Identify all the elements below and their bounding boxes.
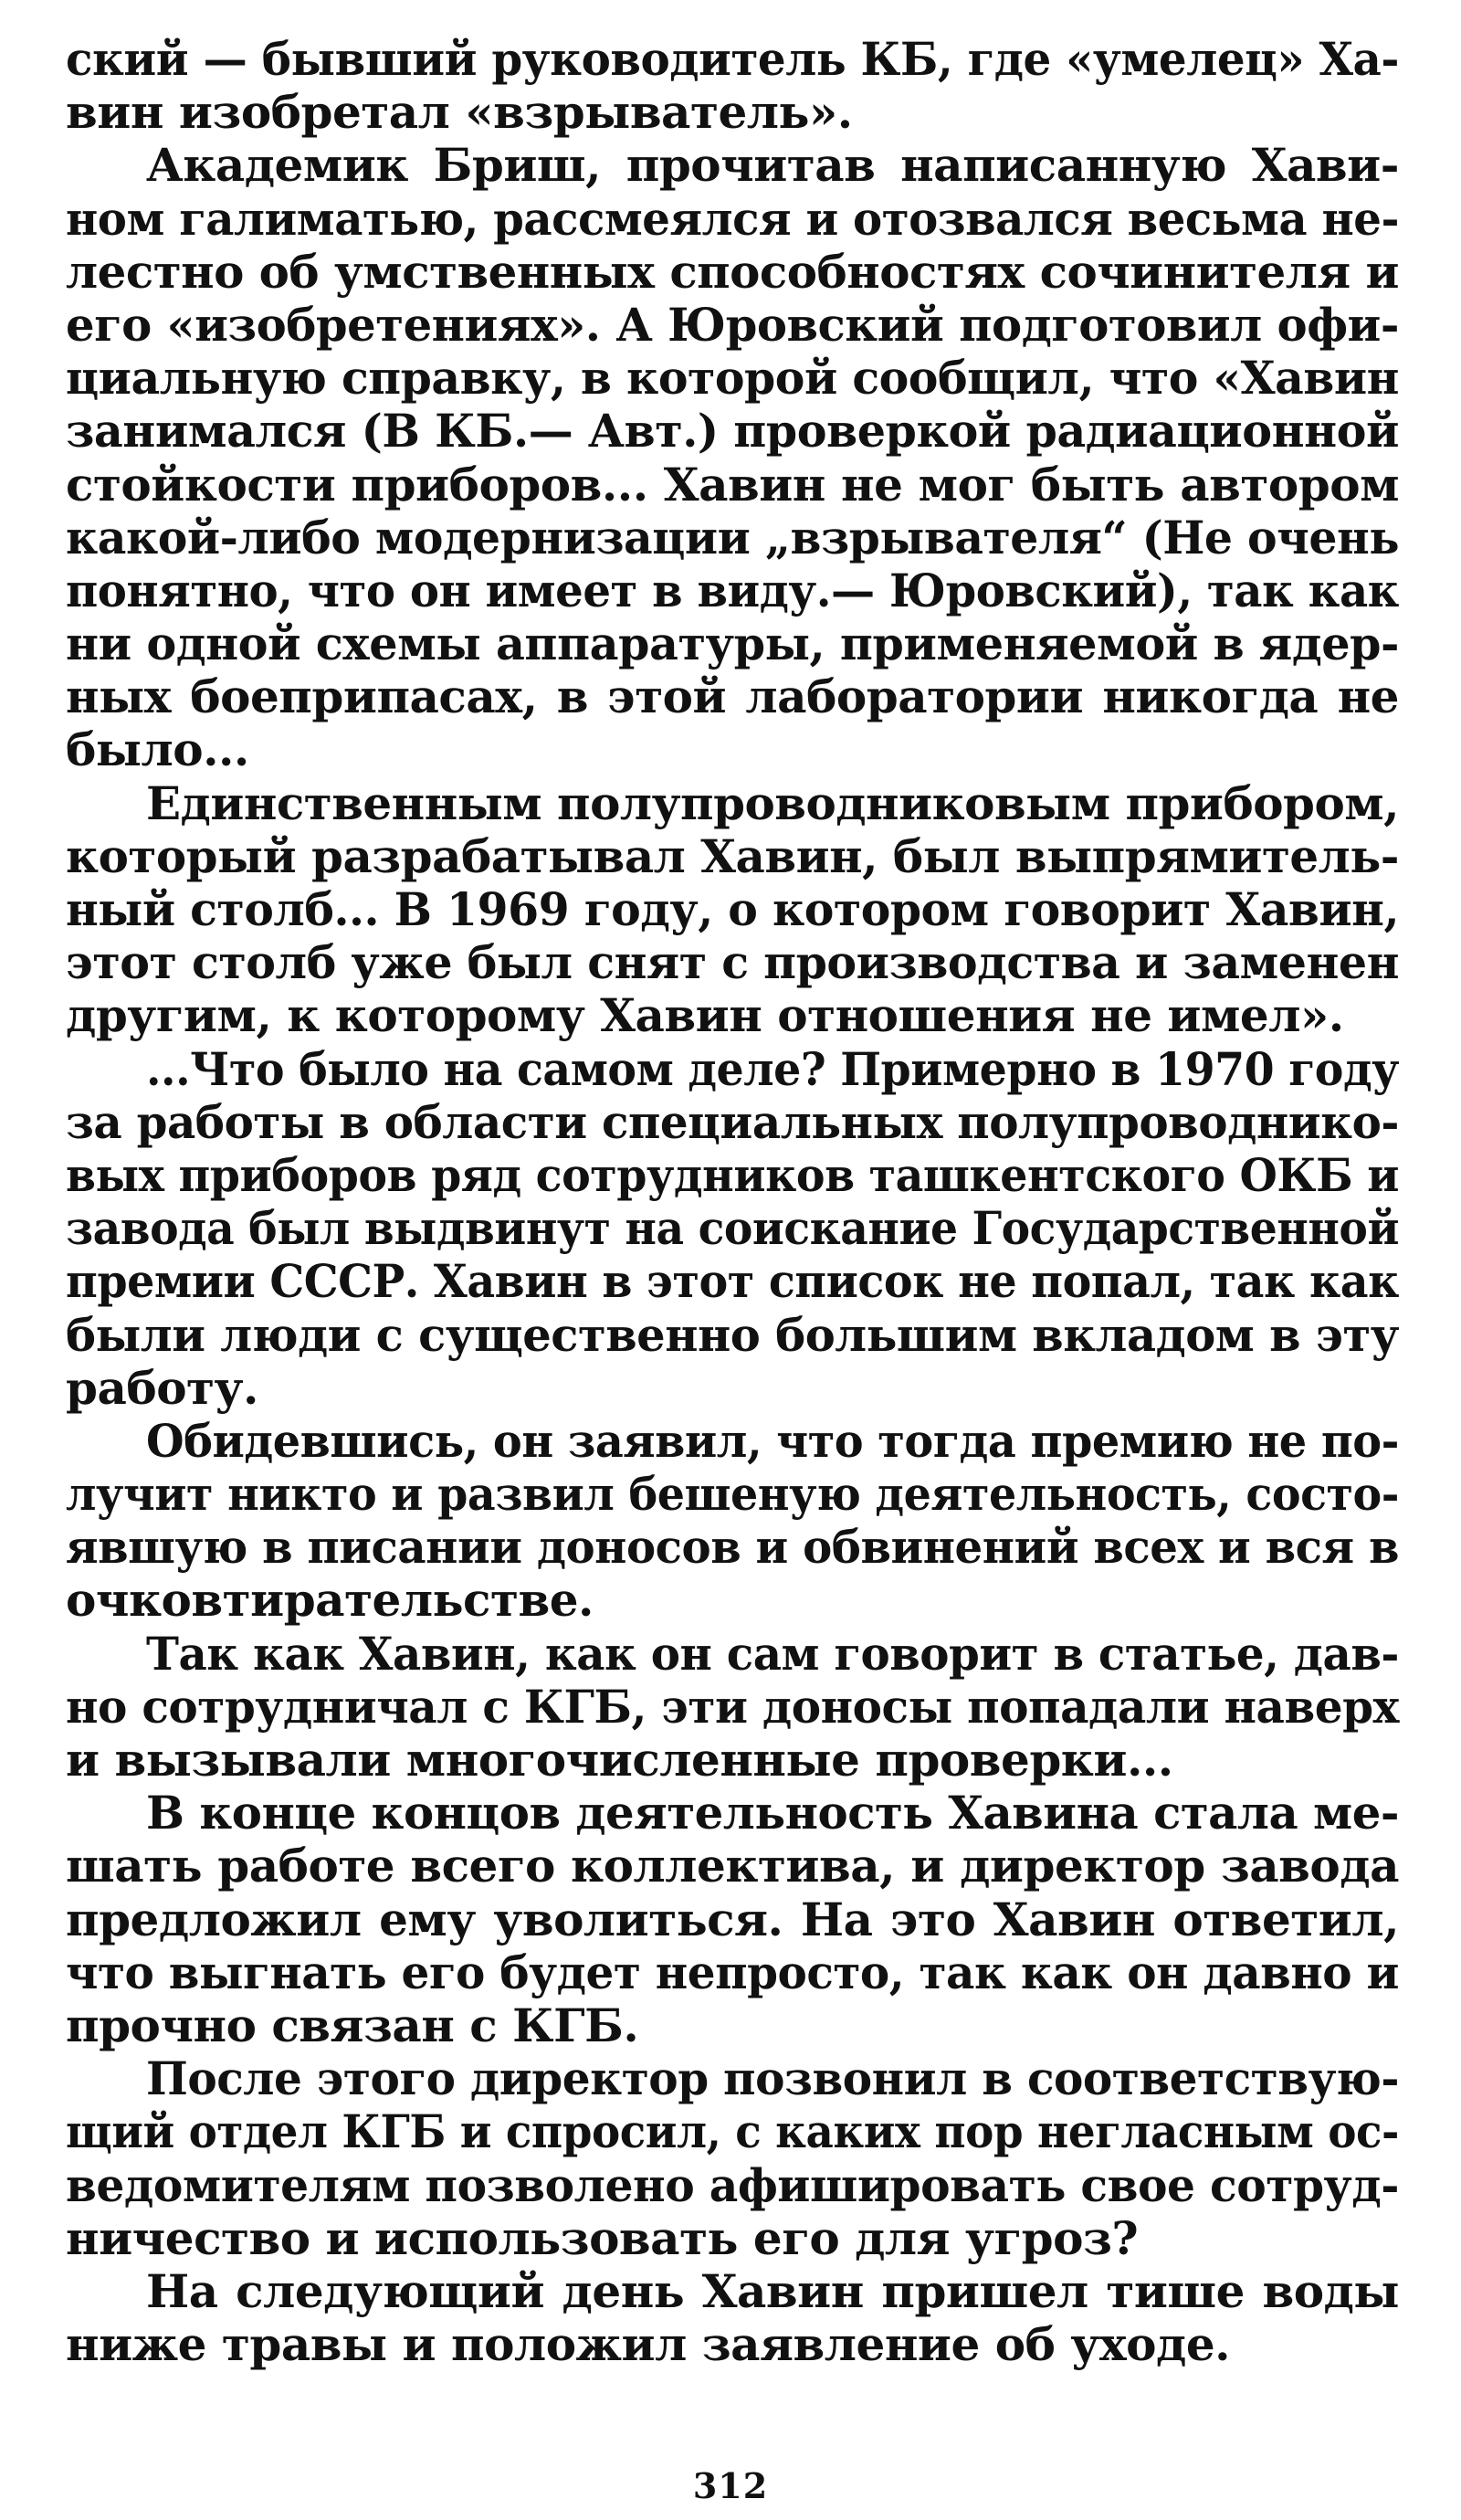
text-line: завода был выдвинут на соискание Государственной [66, 1201, 1399, 1256]
text-line: циальную справку, в которой сообщил, что «Хавин [66, 351, 1399, 406]
text-line: Так как Хавин, как он сам говорит в статье, дав- [146, 1626, 1399, 1681]
text-line: понятно, что он имеет в виду.— Юровский), так как [66, 563, 1399, 617]
text-line: лучит никто и развил бешеную деятельность, состо- [66, 1467, 1399, 1522]
text-line: его «изобретениях». А Юровский подготовил офи- [66, 297, 1399, 352]
paragraph [66, 1043, 1399, 1415]
text-body [66, 33, 1399, 2371]
text-line: В конце концов деятельность Хавина стала ме- [146, 1786, 1399, 1840]
text-line: ничество и использовать его для угроз? [66, 2210, 1139, 2265]
text-line: другим, к которому Хавин отношения не имел». [66, 988, 1344, 1043]
text-line: ни одной схемы аппаратуры, применяемой в ядер- [66, 617, 1399, 671]
text-line: были люди с существенно большим вкладом в эту [66, 1307, 1399, 1362]
text-line: ский — бывший руководитель КБ, где «умелец» Ха- [66, 32, 1399, 86]
text-line: ниже травы и положил заявление об уходе. [66, 2317, 1231, 2372]
paragraph [66, 777, 1399, 1043]
paragraph [66, 1628, 1399, 1787]
text-line: лестно об умственных способностях сочинителя и [66, 244, 1399, 299]
paragraph [66, 1415, 1399, 1628]
page-number: 312 [692, 2465, 769, 2506]
text-line: премии СССР. Хавин в этот список не попал, так как [66, 1254, 1399, 1309]
text-line: ных боеприпасах, в этой лаборатории никогда не [66, 670, 1399, 724]
text-line: Единственным полупроводниковым прибором, [146, 775, 1399, 830]
text-line: явшую в писании доносов и обвинений всех и вся в [66, 1520, 1399, 1575]
text-line: ном галиматью, рассмеялся и отозвался весьма не- [66, 191, 1399, 246]
text-line: Академик Бриш, прочитав написанную Хави- [146, 138, 1399, 193]
text-line: но сотрудничал с КГБ, эти доносы попадали наверх [66, 1679, 1399, 1734]
text-line: На следующий день Хавин пришел тише воды [146, 2263, 1399, 2318]
paragraph [66, 33, 1399, 139]
text-line: ный столб... В 1969 году, о котором говорит Хавин, [66, 882, 1399, 936]
text-line: за работы в области специальных полупроводнико- [66, 1094, 1399, 1149]
text-line: прочно связан с КГБ. [66, 1998, 639, 2052]
text-line: ведомителям позволено афишировать свое сотруд- [66, 2157, 1399, 2212]
text-line: вых приборов ряд сотрудников ташкентского ОКБ и [66, 1147, 1399, 1202]
text-line: щий отдел КГБ и спросил, с каких пор негласным ос- [66, 2104, 1399, 2159]
text-line: работу. [66, 1360, 258, 1415]
paragraph [66, 139, 1399, 776]
text-line: какой-либо модернизации „взрывателя“ (Не очень [66, 510, 1399, 564]
text-line: ...Что было на самом деле? Примерно в 1970 году [146, 1041, 1399, 1096]
text-line: предложил ему уволиться. На это Хавин ответил, [66, 1892, 1399, 1946]
text-line: очковтирательстве. [66, 1573, 594, 1628]
text-line: и вызывали многочисленные проверки... [66, 1733, 1173, 1787]
text-line: что выгнать его будет непросто, так как он давно и [66, 1945, 1399, 1999]
text-line: занимался (В КБ.— Авт.) проверкой радиационной [66, 404, 1399, 459]
text-line: было... [66, 722, 249, 777]
text-line: этот столб уже был снят с производства и заменен [66, 935, 1399, 990]
text-line: шать работе всего коллектива, и директор завода [66, 1839, 1399, 1893]
text-line: вин изобретал «взрыватель». [66, 85, 853, 140]
text-line: стойкости приборов... Хавин не мог быть автором [66, 457, 1399, 511]
book-page [66, 33, 1399, 2408]
text-line: который разрабатывал Хавин, был выпрямитель- [66, 828, 1399, 883]
text-line: Обидевшись, он заявил, что тогда премию не по- [146, 1413, 1399, 1468]
paragraph [66, 1787, 1399, 2052]
text-line: После этого директор позвонил в соответствую- [146, 2051, 1399, 2106]
paragraph [66, 2052, 1399, 2265]
paragraph [66, 2265, 1399, 2371]
